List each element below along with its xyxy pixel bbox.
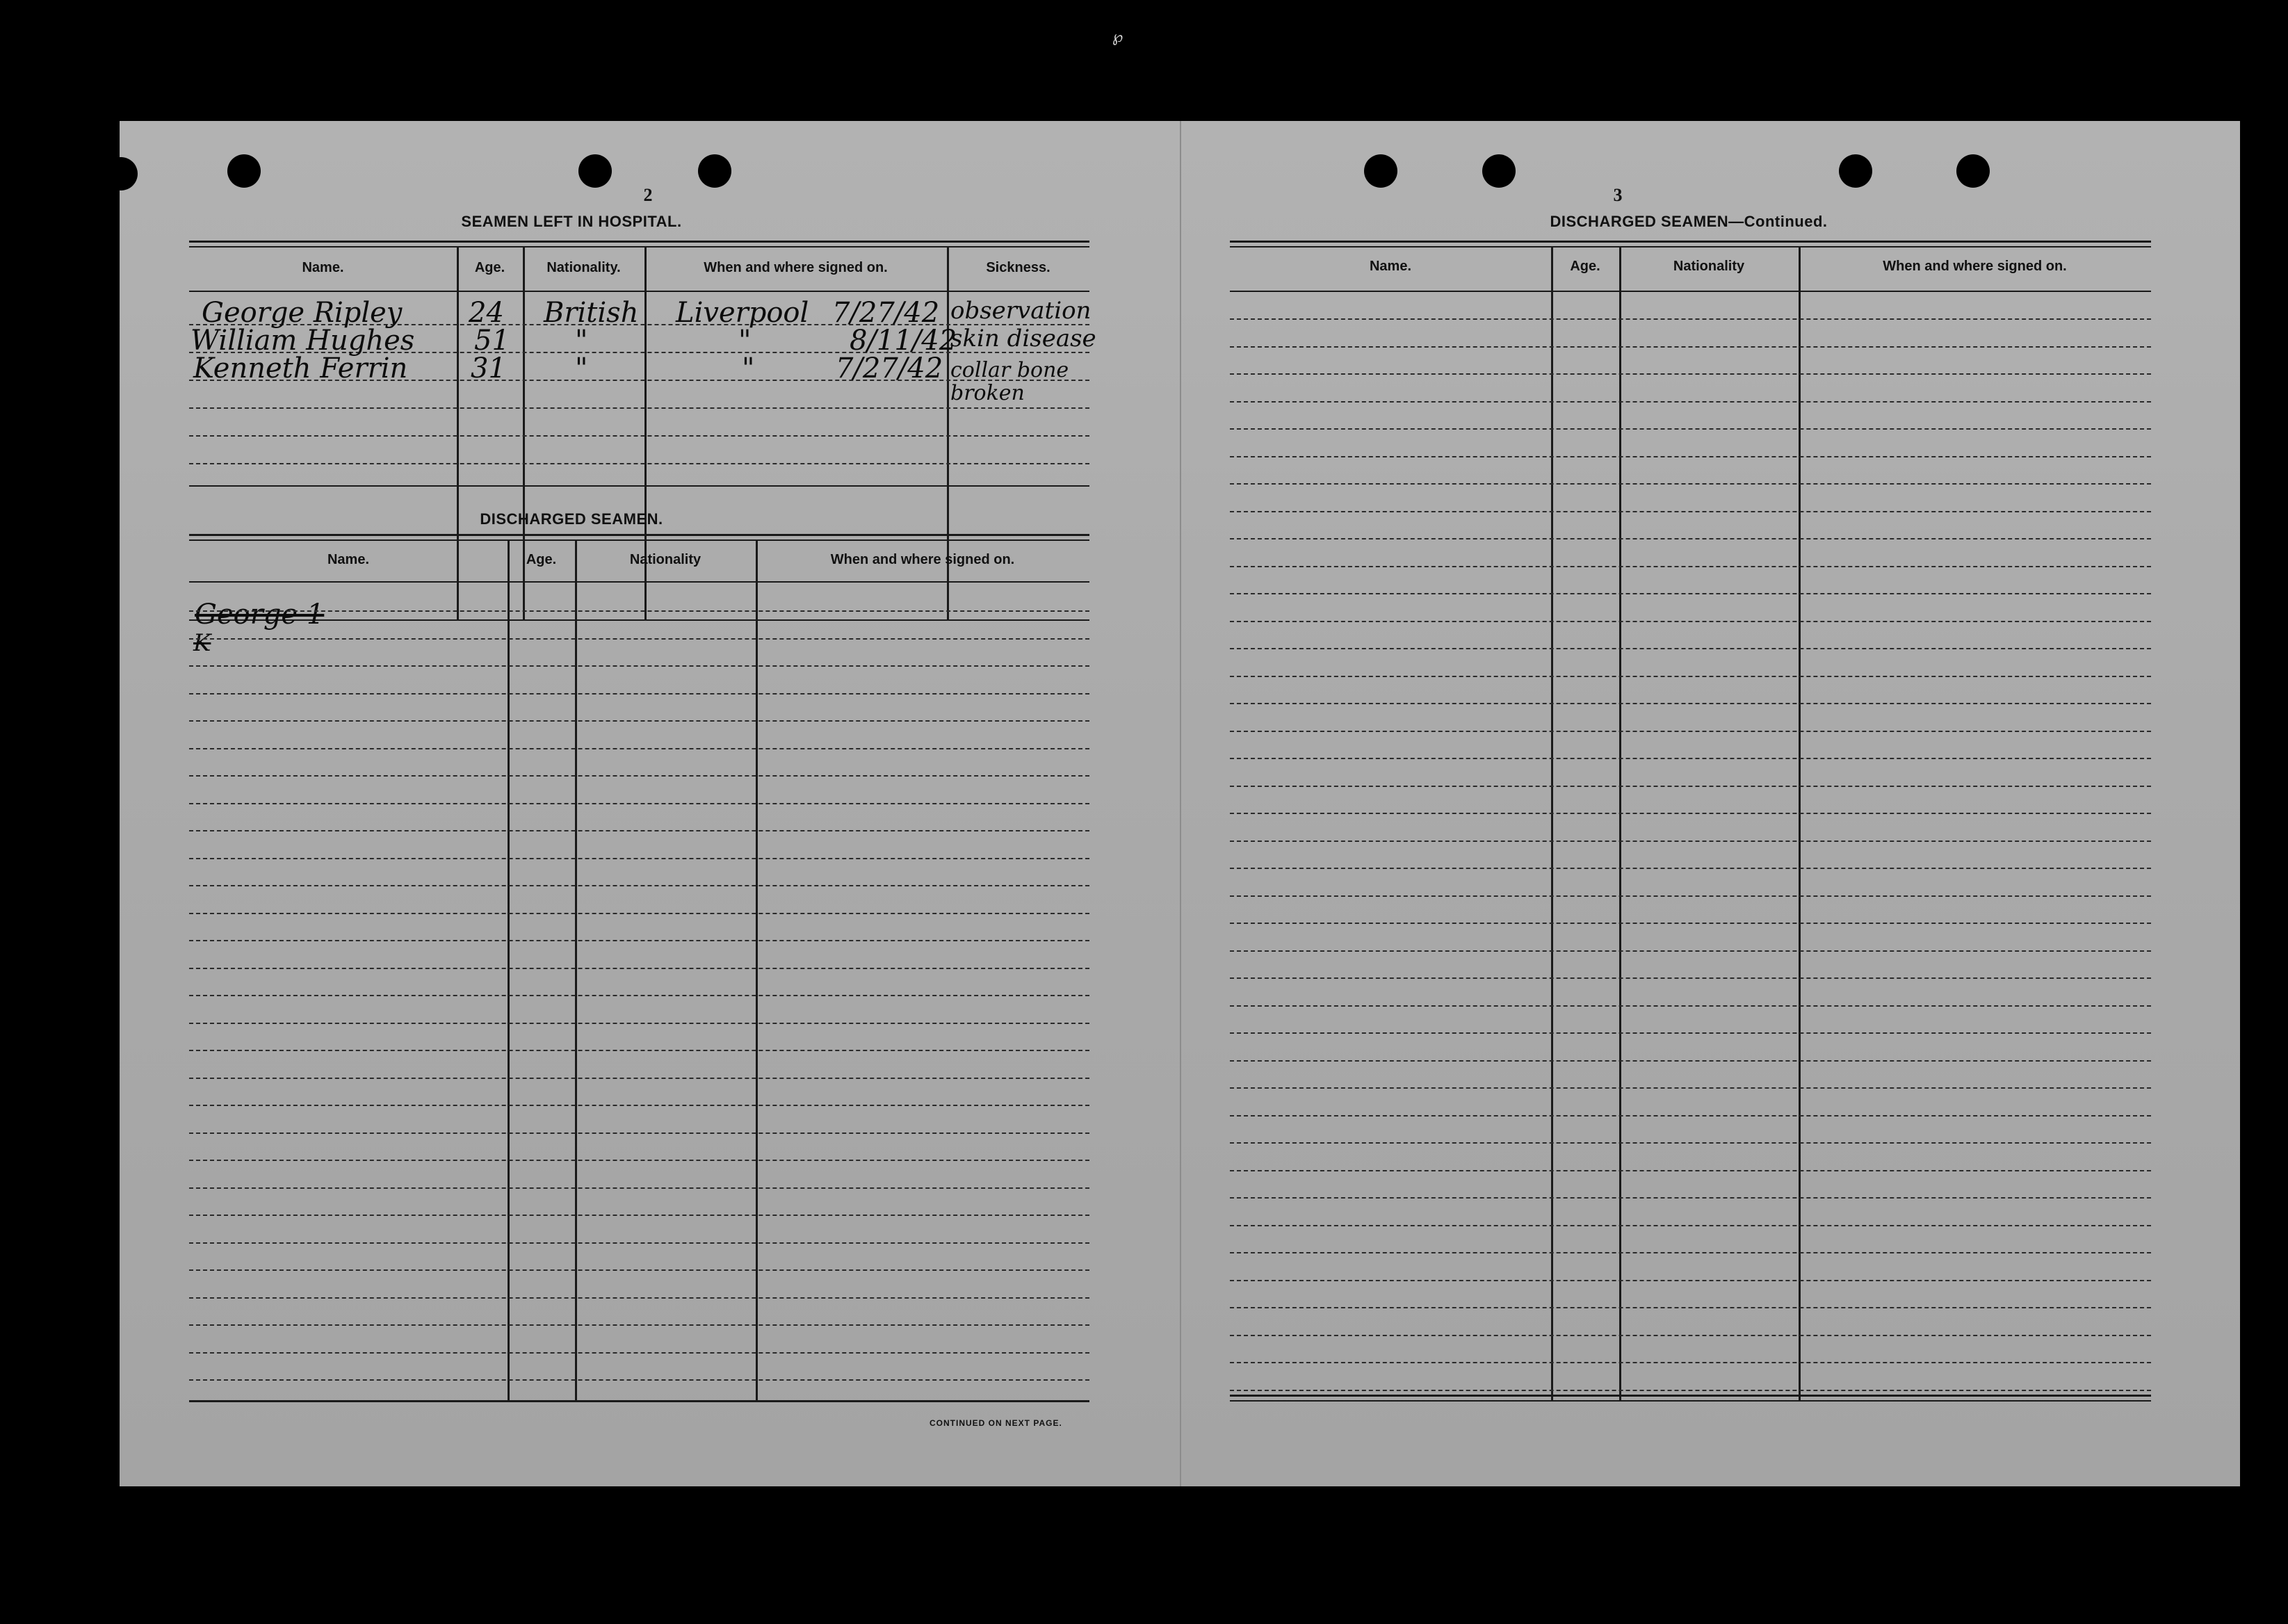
ruled-line <box>1230 1087 2151 1089</box>
punch-hole <box>1482 154 1516 188</box>
ruled-line <box>1230 1005 2151 1007</box>
ruled-line <box>1230 1060 2151 1062</box>
struck-entry: George 1 <box>195 599 325 631</box>
ruled-line <box>1230 977 2151 979</box>
punch-hole <box>1839 154 1872 188</box>
ruled-line <box>1230 1307 2151 1308</box>
col-nationality: Nationality. <box>546 260 621 275</box>
ruled-line <box>189 1269 1089 1271</box>
discharged-table-continued <box>1230 241 2151 1535</box>
ruled-line <box>189 1132 1089 1134</box>
ruled-line <box>1230 373 2151 375</box>
ruled-line <box>1230 813 2151 814</box>
hospital-row-nationality: " <box>575 352 588 384</box>
hospital-row-name: William Hughes <box>190 325 415 357</box>
ruled-line <box>1230 1362 2151 1363</box>
col-name: Name. <box>327 552 370 567</box>
ruled-line <box>189 858 1089 859</box>
ruled-line <box>189 1297 1089 1299</box>
ruled-line <box>1230 1252 2151 1253</box>
punch-hole <box>698 154 731 188</box>
ruled-line <box>189 1379 1089 1381</box>
hospital-row-place: Liverpool <box>676 297 809 329</box>
ruled-line <box>1230 621 2151 622</box>
ruled-line <box>189 775 1089 777</box>
ruled-line <box>1230 1280 2151 1281</box>
hospital-row-name: George Ripley <box>202 297 403 329</box>
hospital-row-sickness: collar bone broken <box>950 358 1069 405</box>
hospital-row-date: 7/27/42 <box>836 352 943 384</box>
ruled-line <box>1230 1032 2151 1034</box>
ruled-line <box>189 610 1089 612</box>
col-signed-on: When and where signed on. <box>1883 259 2067 274</box>
hospital-row-date: 7/27/42 <box>832 297 940 329</box>
ruled-line <box>189 830 1089 831</box>
ruled-line <box>189 748 1089 749</box>
ruled-line <box>189 1242 1089 1244</box>
ruled-line <box>1230 456 2151 457</box>
ruled-line <box>1230 841 2151 842</box>
ruled-line <box>1230 1142 2151 1144</box>
ruled-line <box>189 1078 1089 1079</box>
ruled-line <box>1230 538 2151 539</box>
ruled-line <box>189 1160 1089 1161</box>
col-name: Name. <box>302 260 344 275</box>
hospital-row-nationality: British <box>544 297 639 329</box>
ruled-line <box>1230 895 2151 897</box>
ruled-line <box>189 1187 1089 1189</box>
ruled-line <box>1230 676 2151 677</box>
punch-hole <box>227 154 261 188</box>
hospital-row-sickness: skin disease <box>950 325 1096 352</box>
page-number: 3 <box>1613 185 1623 205</box>
hospital-row-name: Kenneth Ferrin <box>193 352 408 384</box>
left-page <box>120 121 1180 1486</box>
ruled-line <box>1230 703 2151 704</box>
discharged-heading: DISCHARGED SEAMEN. <box>480 510 663 528</box>
col-age: Age. <box>526 552 557 567</box>
punch-hole <box>104 157 138 190</box>
struck-entry-initial: K <box>193 629 211 657</box>
ruled-line <box>189 693 1089 695</box>
ruled-line <box>189 1105 1089 1106</box>
ruled-line <box>1230 1197 2151 1199</box>
ruled-line <box>1230 483 2151 485</box>
ruled-line <box>1230 401 2151 403</box>
col-sickness: Sickness. <box>986 260 1050 275</box>
punch-hole <box>1956 154 1990 188</box>
hospital-row-nationality: " <box>575 325 588 357</box>
ruled-line <box>1230 566 2151 567</box>
discharged-continued-heading: DISCHARGED SEAMEN—Continued. <box>1550 213 1828 230</box>
ruled-line <box>1230 1225 2151 1226</box>
col-nationality: Nationality <box>629 552 701 567</box>
hospital-row-place: " <box>742 352 755 384</box>
discharged-table <box>189 534 1089 1403</box>
ruled-line <box>1230 346 2151 348</box>
ruled-line <box>1230 511 2151 512</box>
top-mark: ℘ <box>1112 28 1123 45</box>
ruled-line <box>189 940 1089 941</box>
ruled-line <box>1230 648 2151 649</box>
ruled-line <box>1230 731 2151 732</box>
ruled-line <box>1230 786 2151 787</box>
ruled-line <box>1230 1335 2151 1336</box>
ledger-spread <box>120 121 2240 1486</box>
col-age: Age. <box>1570 259 1600 274</box>
hospital-row-age: 51 <box>474 325 510 357</box>
col-name: Name. <box>1369 259 1412 274</box>
ruled-line <box>189 1352 1089 1354</box>
ruled-line <box>1230 1170 2151 1171</box>
punch-hole <box>1364 154 1397 188</box>
ruled-line <box>189 968 1089 969</box>
ruled-line <box>189 1023 1089 1024</box>
hospital-row-place: " <box>738 325 752 357</box>
ruled-line <box>189 1050 1089 1051</box>
ruled-line <box>189 913 1089 914</box>
ruled-line <box>1230 758 2151 759</box>
right-page <box>1180 121 2241 1486</box>
col-signed-on: When and where signed on. <box>704 260 888 275</box>
hospital-heading: SEAMEN LEFT IN HOSPITAL. <box>461 213 682 230</box>
hospital-row-age: 24 <box>469 297 504 329</box>
ruled-line <box>1230 868 2151 869</box>
ruled-line <box>189 638 1089 640</box>
punch-hole <box>578 154 612 188</box>
col-nationality: Nationality <box>1673 259 1745 274</box>
ruled-line <box>1230 1390 2151 1391</box>
col-signed-on: When and where signed on. <box>830 552 1015 567</box>
hospital-row-age: 31 <box>471 352 506 384</box>
col-age: Age. <box>474 260 505 275</box>
continued-note: CONTINUED ON NEXT PAGE. <box>930 1418 1062 1428</box>
ruled-line <box>1230 950 2151 952</box>
ruled-line <box>1230 1115 2151 1116</box>
hospital-row-date: 8/11/42 <box>850 325 957 357</box>
ruled-line <box>189 665 1089 667</box>
ruled-line <box>189 803 1089 804</box>
ruled-line <box>1230 923 2151 924</box>
ruled-line <box>189 720 1089 722</box>
ruled-line <box>1230 428 2151 430</box>
hospital-row-sickness: observation <box>950 297 1092 325</box>
ruled-line <box>1230 593 2151 594</box>
ruled-line <box>189 1215 1089 1216</box>
ruled-line <box>1230 318 2151 320</box>
ruled-line <box>189 995 1089 996</box>
page-number: 2 <box>643 185 653 205</box>
ruled-line <box>189 885 1089 886</box>
ruled-line <box>189 1324 1089 1326</box>
